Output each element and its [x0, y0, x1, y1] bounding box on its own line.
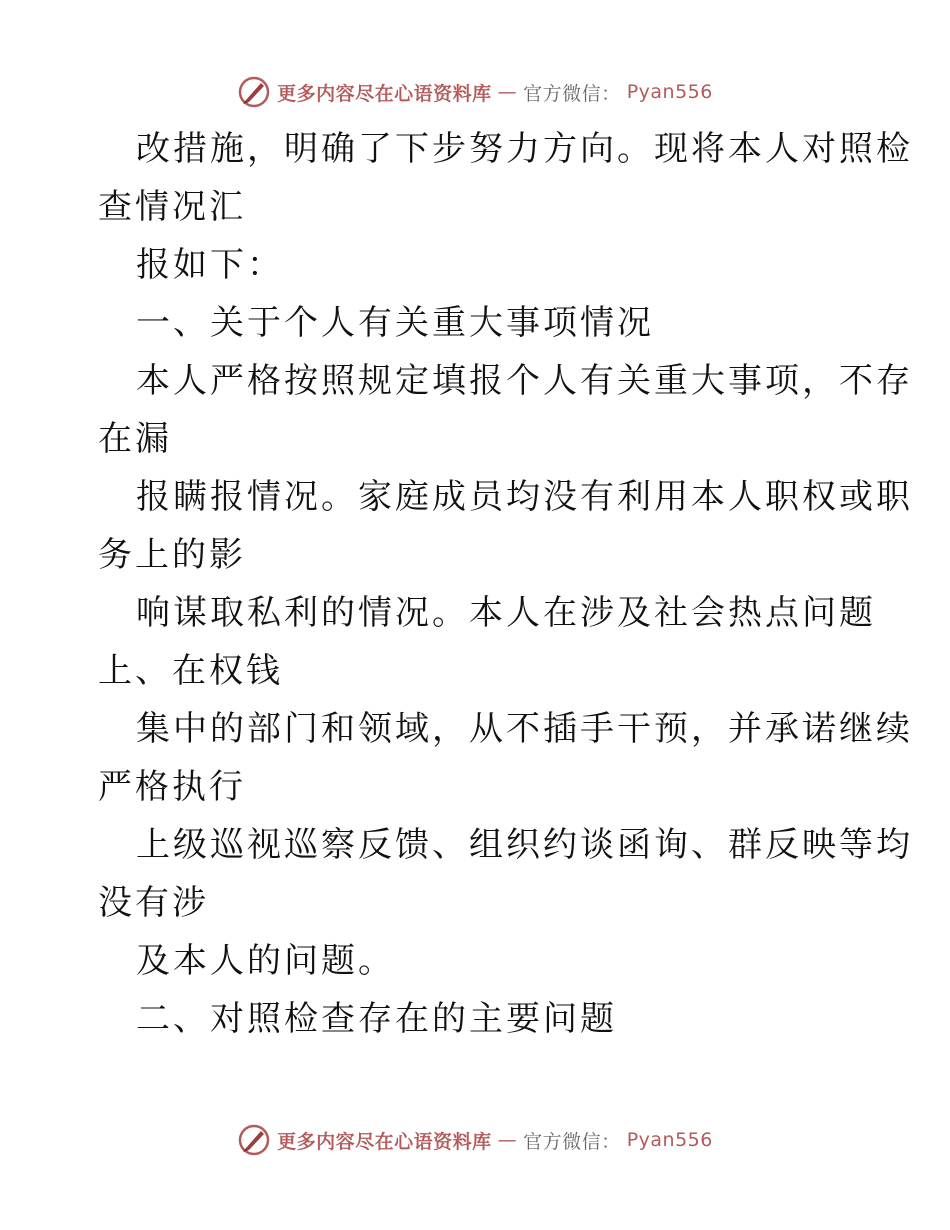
- document-body: [98, 120, 913, 1048]
- footer-brand-text: 更多内容尽在心语资料库: [277, 1130, 492, 1153]
- paragraph-line: 严格执行: [98, 767, 246, 807]
- footer-separator: —: [497, 1129, 518, 1151]
- footer-wechat-label: 官方微信：: [523, 1130, 621, 1153]
- paragraph-line: 查情况汇: [98, 187, 246, 227]
- paragraph-line: 及本人的问题。: [136, 941, 395, 981]
- paragraph-line: 没有涉: [98, 883, 209, 923]
- header-banner: [0, 72, 950, 112]
- paragraph-line: 本人严格按照规定填报个人有关重大事项，不存: [136, 361, 913, 401]
- paragraph-line: 务上的影: [98, 535, 246, 575]
- paragraph-line: 响谋取私利的情况。本人在涉及社会热点问题: [136, 593, 876, 633]
- paragraph-line: 在漏: [98, 419, 172, 459]
- paragraph-line: 上级巡视巡察反馈、组织约谈函询、群反映等均: [136, 825, 913, 865]
- header-wechat-id: Pyan556: [626, 81, 713, 103]
- footer-wechat-id: Pyan556: [626, 1129, 713, 1151]
- paragraph-line: 上、在权钱: [98, 651, 283, 691]
- paragraph-line: 报瞒报情况。家庭成员均没有利用本人职权或职: [136, 477, 913, 517]
- paragraph-line: 改措施，明确了下步努力方向。现将本人对照检: [136, 129, 913, 169]
- quill-circle-logo-icon: [237, 1123, 271, 1157]
- paragraph-line: 报如下：: [136, 245, 284, 285]
- header-separator: —: [497, 81, 518, 103]
- paragraph-line: 一、关于个人有关重大事项情况: [136, 303, 654, 343]
- paragraph-line: 二、对照检查存在的主要问题: [136, 999, 617, 1039]
- quill-circle-logo-icon: [237, 75, 271, 109]
- paragraph-line: 集中的部门和领域，从不插手干预，并承诺继续: [136, 709, 913, 749]
- footer-banner: [0, 1120, 950, 1160]
- header-wechat-label: 官方微信：: [523, 82, 621, 105]
- header-brand-text: 更多内容尽在心语资料库: [277, 82, 492, 105]
